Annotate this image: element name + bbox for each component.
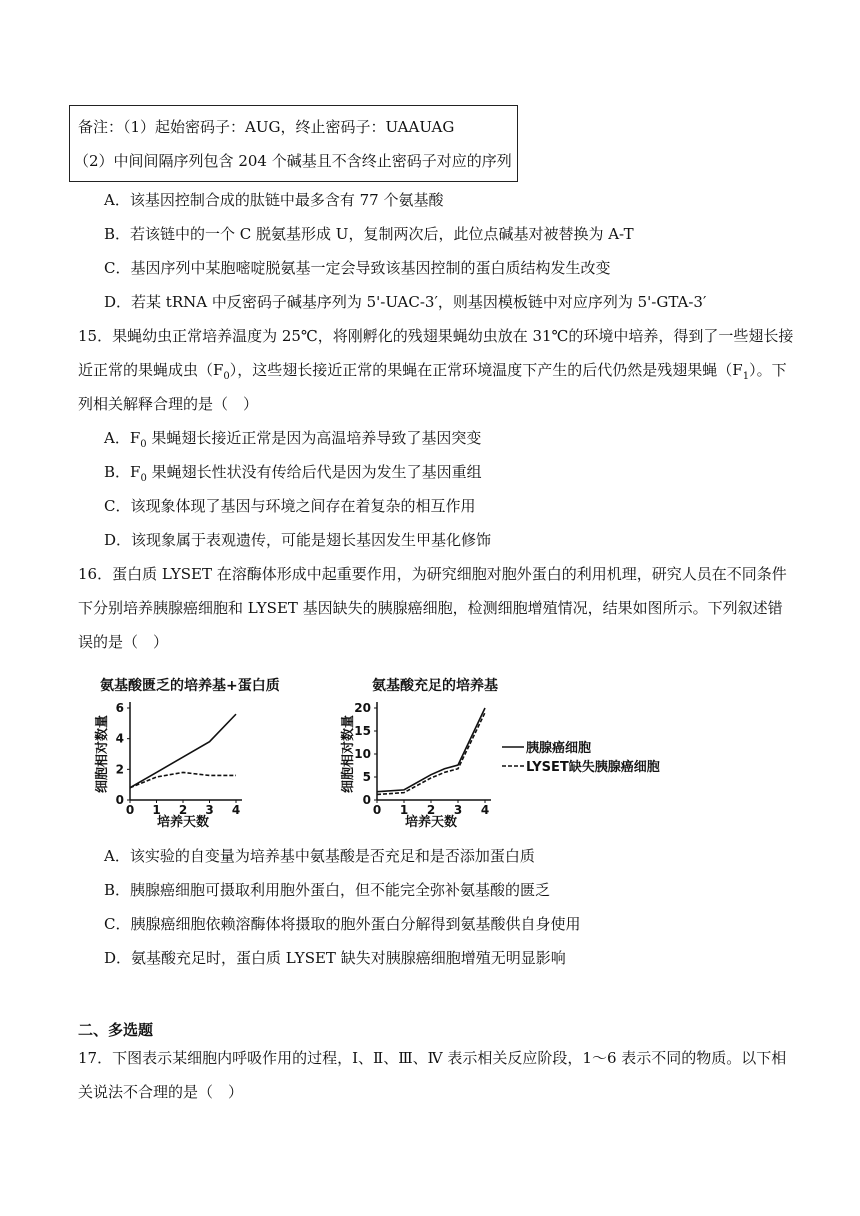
q16-stem-line-3: 误的是（ ） — [78, 633, 169, 651]
q14-option-d: D．若某 tRNA 中反密码子碱基序列为 5'-UAC-3′，则基因模板链中对应序列为 5'-GTA-3′ — [104, 293, 707, 311]
x-axis-label: 培养天数 — [156, 815, 210, 830]
chart-amino-deficient — [94, 677, 280, 830]
chart-title: 氨基酸充足的培养基 — [372, 678, 498, 694]
q14-option-b: B．若该链中的一个 C 脱氨基形成 U，复制两次后，此位点碱基对被替换为 A-T — [104, 225, 634, 243]
series-line-1 — [130, 772, 236, 787]
q15-stem-line-2: 近正常的果蝇成虫$(F_0)$，这些翅长接近正常的果蝇在正常环境温度下产生的后代仍然是残翅果蝇$(F_1)$。下 — [78, 361, 787, 382]
note-line-1: 备注：（1）起始密码子：AUG，终止密码子：UAAUAG — [78, 118, 455, 136]
y-axis-label: 细胞相对数量 — [341, 714, 356, 794]
y-tick-label: 2 — [115, 762, 124, 777]
y-tick-label: 0 — [115, 793, 124, 807]
q16-option-a: A．该实验的自变量为培养基中氨基酸是否充足和是否添加蛋白质 — [104, 847, 535, 865]
q17-stem-line-2: 关说法不合理的是（ ） — [78, 1083, 244, 1101]
y-tick-label: 0 — [362, 793, 371, 807]
chart-amino-sufficient — [340, 677, 660, 830]
y-tick-label: 20 — [354, 701, 371, 715]
x-tick-label: 0 — [372, 803, 382, 817]
q14-option-a: A．该基因控制合成的肽链中最多含有 77 个氨基酸 — [104, 191, 444, 209]
y-tick-label: 4 — [115, 731, 124, 746]
y-tick-label: 15 — [354, 724, 371, 738]
q15-option-d: D．该现象属于表观遗传，可能是翅长基因发生甲基化修饰 — [104, 531, 492, 549]
legend-label: 胰腺癌细胞 — [526, 741, 592, 756]
x-tick-label: 2 — [178, 803, 188, 817]
x-tick-label: 3 — [453, 803, 463, 817]
q15-stem-line-3: 列相关解释合理的是（ ） — [78, 395, 259, 413]
q15-option-c: C．该现象体现了基因与环境之间存在着复杂的相互作用 — [104, 497, 476, 515]
series-line-1 — [377, 713, 485, 795]
q16-option-d: D．氨基酸充足时，蛋白质 LYSET 缺失对胰腺癌细胞增殖无明显影响 — [104, 949, 566, 967]
x-tick-label: 2 — [426, 803, 436, 817]
series-line-0 — [377, 708, 485, 792]
y-axis-label: 细胞相对数量 — [95, 714, 110, 794]
y-tick-label: 5 — [362, 770, 371, 784]
y-tick-label: 6 — [115, 701, 124, 715]
chart-title: 氨基酸匮乏的培养基+蛋白质 — [100, 678, 280, 694]
x-tick-label: 4 — [480, 803, 490, 817]
q15-option-a: A．$F_0$ 果蝇翅长接近正常是因为高温培养导致了基因突变 — [104, 429, 482, 450]
x-tick-label: 4 — [231, 803, 241, 817]
q17-stem-line-1: 17．下图表示某细胞内呼吸作用的过程，Ⅰ、Ⅱ、Ⅲ、Ⅳ 表示相关反应阶段，1～6 表示不同的物质。以下相 — [78, 1049, 787, 1067]
q16-option-b: B．胰腺癌细胞可摄取利用胞外蛋白，但不能完全弥补氨基酸的匮乏 — [104, 881, 551, 899]
q14-option-c: C．基因序列中某胞嘧啶脱氨基一定会导致该基因控制的蛋白质结构发生改变 — [104, 259, 611, 277]
q15-option-b: B．$F_0$ 果蝇翅长性状没有传给后代是因为发生了基因重组 — [104, 463, 482, 484]
series-line-0 — [130, 714, 236, 788]
q16-stem-line-1: 16．蛋白质 LYSET 在溶酶体形成中起重要作用，为研究细胞对胞外蛋白的利用机理，研究人员在不同条件 — [78, 565, 787, 583]
note-line-2: （2）中间间隔序列包含 204 个碱基且不含终止密码子对应的序列 — [74, 152, 512, 170]
section-heading: 二、多选题 — [78, 1021, 154, 1039]
x-tick-label: 1 — [399, 803, 409, 817]
q15-stem-line-1: 15．果蝇幼虫正常培养温度为 25℃，将刚孵化的残翅果蝇幼虫放在 31℃的环境中培养，得到了一些翅长接 — [78, 327, 794, 345]
legend-label: LYSET缺失胰腺癌细胞 — [526, 760, 660, 775]
x-tick-label: 3 — [205, 803, 214, 817]
y-tick-label: 10 — [354, 747, 371, 761]
x-tick-label: 1 — [152, 803, 161, 817]
q16-stem-line-2: 下分别培养胰腺癌细胞和 LYSET 基因缺失的胰腺癌细胞，检测细胞增殖情况，结果如图所示。下列叙述错 — [78, 599, 783, 617]
q16-option-c: C．胰腺癌细胞依赖溶酶体将摄取的胞外蛋白分解得到氨基酸供自身使用 — [104, 915, 581, 933]
x-axis-label: 培养天数 — [404, 815, 458, 830]
x-tick-label: 0 — [125, 803, 135, 817]
